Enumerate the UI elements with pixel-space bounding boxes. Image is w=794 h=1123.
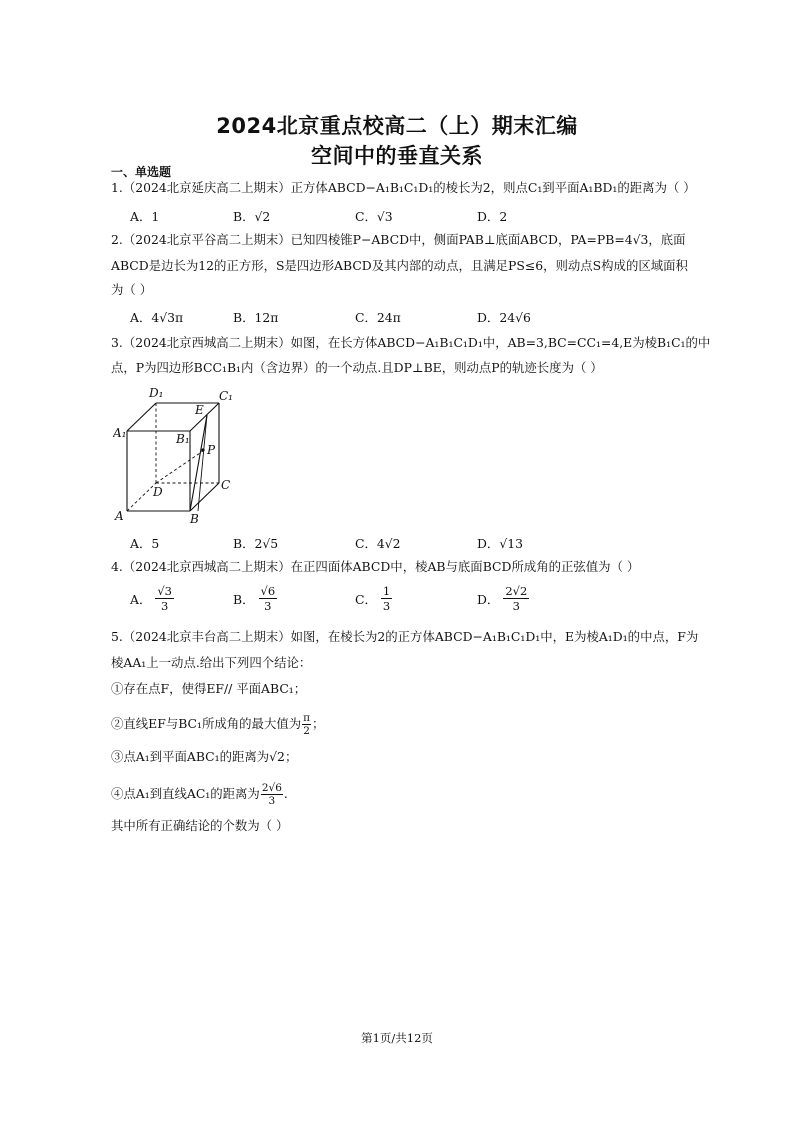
option-b: B．12π [233,310,279,325]
label-a1: A₁ [113,426,127,440]
question-2-line-3: 为（ ） [111,282,153,297]
statement-4: ④点A₁到直线AC₁的距离为 $\frac{2√6}{3}$ . [111,782,288,807]
question-3-options [130,534,650,550]
option-b: B．2√5 [233,536,279,551]
page-footer: 第1页/共12页 [361,1031,433,1045]
option-c: C．24π [355,310,401,325]
option-d: D．√13 [477,536,523,551]
question-5-line-1: 5.（2024北京丰台高二上期末）如图，在棱长为2的正方体ABCD−A₁B₁C₁D₁中，E为棱A₁D₁的中点，F为 [111,629,699,644]
label-p: P [207,443,216,457]
option-d: D．24√6 [477,310,531,325]
question-2-options [130,308,650,324]
question-2-line-1: 2.（2024北京平谷高二上期末）已知四棱锥P−ABCD中，侧面PAB⊥底面ABCD，PA=PB=4√3，底面 [111,232,686,247]
question-3-line-1: 3.（2024北京西城高二上期末）如图，在长方体ABCD−A₁B₁C₁D₁中，AB=3,BC=CC₁=4,E为棱B₁C₁的中 [111,335,711,350]
statement-2: ②直线EF与BC₁所成角的最大值为 $\frac{\pi}{2}$ ； [111,712,325,737]
option-d: D． $\frac{2√2}{3}$ [477,584,528,613]
option-d: D．2 [477,209,508,224]
label-a: A [115,509,124,523]
label-d: D [153,485,163,499]
fraction: $\frac{√3}{3}$ [157,584,172,613]
fraction: $\frac{2√2}{3}$ [505,584,528,613]
question-2-line-2: ABCD是边长为12的正方形，S是四边形ABCD及其内部的动点，且满足PS≤6，则动点S构成的区域面积 [111,258,688,273]
label-b1: B₁ [176,432,190,446]
label-d1: D₁ [149,386,164,400]
question-5-line-2: 棱AA₁上一动点.给出下列四个结论： [111,655,312,670]
option-a: A． $\frac{√3}{3}$ [130,584,172,613]
question-1-options [130,207,650,223]
page-title: 2024北京重点校高二（上）期末汇编 [216,114,578,138]
option-c: C．√3 [355,209,393,224]
label-c1: C₁ [219,389,233,403]
statement-1: ①存在点F，使得EF// 平面ABC₁； [111,681,307,696]
option-c: C． $\frac{1}{3}$ [355,584,391,613]
fraction: $\frac{\pi}{2}$ [303,712,311,737]
question-3-line-2: 点，P为四边形BCC₁B₁内（含边界）的一个动点.且DP⊥BE，则动点P的轨迹长度为（ ） [111,360,603,375]
option-a: A．5 [130,536,160,551]
option-b: B． $\frac{√6}{3}$ [233,584,276,613]
label-b: B [190,512,199,525]
option-a: A．1 [130,209,160,224]
fraction: $\frac{√6}{3}$ [260,584,276,613]
label-e: E [195,403,204,417]
section-heading: 一、单选题 [111,165,172,179]
question-1-text: 1.（2024北京延庆高二上期末）正方体ABCD−A₁B₁C₁D₁的棱长为2，则点C₁到平面A₁BD₁的距离为（ ） [111,180,696,195]
statement-3: ③点A₁到平面ABC₁的距离为√2； [111,749,298,764]
option-c: C．4√2 [355,536,401,551]
page-subtitle: 空间中的垂直关系 [311,144,483,168]
fraction: $\frac{2√6}{3}$ [261,782,282,807]
option-b: B．√2 [233,209,271,224]
question-4-options [130,584,650,613]
question-5-prompt: 其中所有正确结论的个数为（ ） [111,818,289,833]
question-4-text: 4.（2024北京西城高二上期末）在正四面体ABCD中，棱AB与底面BCD所成角的正弦值为（ ） [111,559,640,574]
cuboid-figure [113,383,243,525]
label-c: C [221,478,231,492]
option-a: A．4√3π [130,310,184,325]
fraction: $\frac{1}{3}$ [382,584,391,613]
